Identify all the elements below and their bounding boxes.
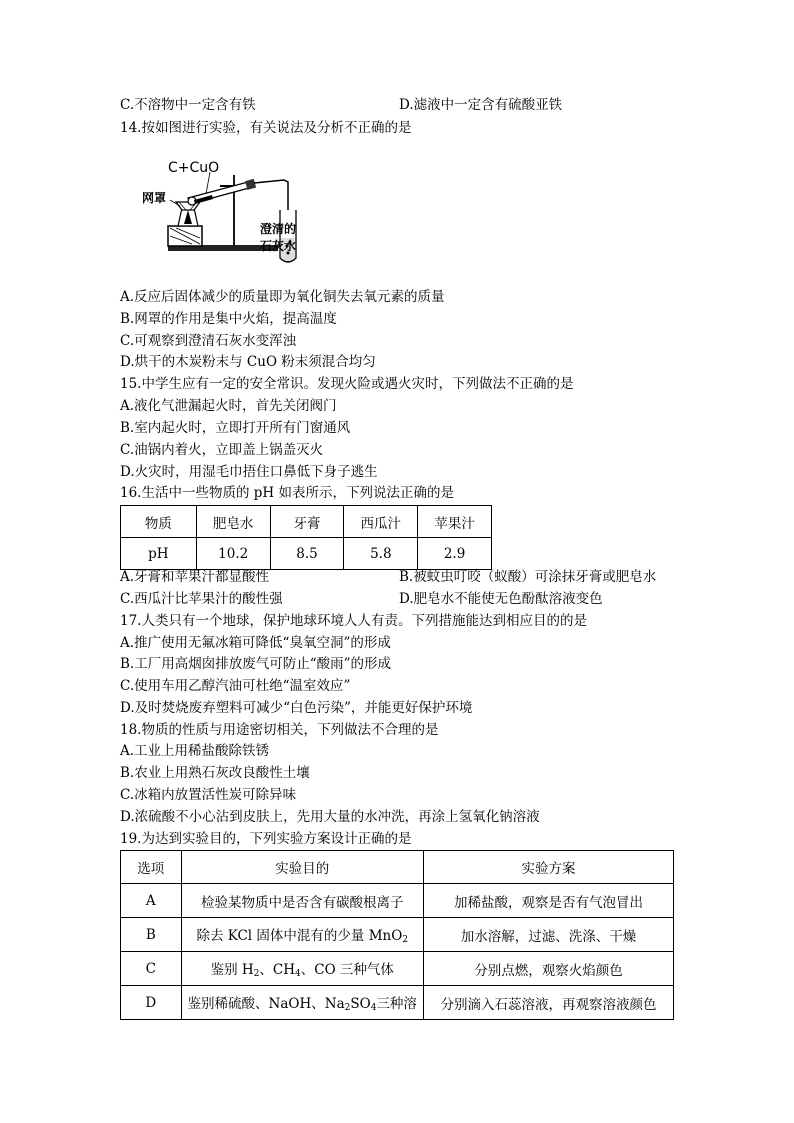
goal-text: 、CH [259,962,295,978]
ph-value-cell: 2.9 [418,538,492,570]
q16-option-b: B.被蚊虫叮咬（蚁酸）可涂抹牙膏或肥皂水 [399,569,657,585]
option-cell: B [121,918,182,952]
option-cell: A [121,884,182,918]
option-cell: C [121,952,182,986]
q14-stem: 14.按如图进行实验，有关说法及分析不正确的是 [120,120,412,136]
option-cell: D [121,986,182,1020]
apparatus-figure [142,150,318,270]
plan-cell: 分别滴入石蕊溶液，再观察溶液颜色 [423,986,673,1020]
goal-cell [181,952,423,986]
q15-option-c: C.油锅内着火，立即盖上锅盖灭火 [120,442,324,458]
plan-cell: 加水溶解，过滤、洗涤、干燥 [423,918,673,952]
q18-option-d: D.浓硫酸不小心沾到皮肤上，先用大量的水冲洗，再涂上氢氧化钠溶液 [120,809,540,825]
ph-header-cell: 西瓜汁 [344,506,418,538]
q15-option-b: B.室内起火时，立即打开所有门窗通风 [120,420,351,436]
q18-option-b: B.农业上用熟石灰改良酸性土壤 [120,765,310,781]
goal-cell: 检验某物质中是否含有碳酸根离子 [181,884,423,918]
ph-value-cell: 5.8 [344,538,418,570]
goal-text: SO [350,996,371,1012]
experiment-header-row [121,851,674,884]
ph-header-cell: 牙膏 [270,506,344,538]
q15-option-d: D.火灾时，用湿毛巾捂住口鼻低下身子逃生 [120,464,378,480]
subscript: 4 [295,969,301,979]
q18-stem: 18.物质的性质与用途密切相关，下列做法不合理的是 [120,722,439,738]
q16-option-d: D.肥皂水不能使无色酚酞溶液变色 [399,591,603,607]
experiment-row-c [121,952,674,986]
q13-option-d: D.滤液中一定含有硫酸亚铁 [399,97,563,113]
goal-text: 三种溶 [376,996,417,1012]
goal-text: 鉴别 H [210,962,254,978]
experiment-header-cell: 选项 [121,851,182,884]
label-reagent: C+CuO [168,160,220,176]
q14-option-a: A.反应后固体减少的质量即为氧化铜失去氧元素的质量 [120,289,445,305]
q15-stem: 15.中学生应有一定的安全常识。发现火险或遇火灾时，下列做法不正确的是 [120,376,574,392]
subscript: 2 [344,1003,351,1013]
q17-stem: 17.人类只有一个地球，保护地球环境人人有责。下列措施能达到相应目的的是 [120,613,587,629]
goal-cell [181,918,423,952]
ph-header-cell: 肥皂水 [196,506,270,538]
experiment-table [120,850,674,1020]
q14-option-c: C.可观察到澄清石灰水变浑浊 [120,333,297,349]
q18-option-a: A.工业上用稀盐酸除铁锈 [120,743,270,759]
goal-cell [181,986,423,1020]
q17-option-b: B.工厂用高烟囱排放废气可防止“酸雨”的形成 [120,656,392,672]
q19-stem: 19.为达到实验目的，下列实验方案设计正确的是 [120,831,412,847]
experiment-row-d [121,986,674,1020]
ph-value-cell: pH [121,538,197,570]
ph-table [120,505,492,570]
experiment-row-b [121,918,674,952]
q14-option-b: B.网罩的作用是集中火焰，提高温度 [120,311,337,327]
q17-option-a: A.推广使用无氟冰箱可降低“臭氧空洞”的形成 [120,635,391,651]
experiment-header-cell: 实验目的 [181,851,423,884]
q16-option-a: A.牙膏和苹果汁都显酸性 [120,569,270,585]
ph-value-cell: 10.2 [196,538,270,570]
experiment-header-cell: 实验方案 [423,851,673,884]
q17-option-c: C.使用车用乙醇汽油可杜绝“温室效应” [120,678,351,694]
subscript: 2 [253,969,260,979]
ph-table-value-row [121,538,492,570]
q15-option-a: A.液化气泄漏起火时，首先关闭阀门 [120,398,337,414]
goal-text: 鉴别稀硫酸、NaOH、Na [187,996,345,1012]
ph-value-cell: 8.5 [270,538,344,570]
plan-cell: 分别点燃，观察火焰颜色 [423,952,673,986]
experiment-row-a [121,884,674,918]
plan-cell: 加稀盐酸，观察是否有气泡冒出 [423,884,673,918]
label-limewater-2: 石灰水 [260,239,297,253]
q14-option-d: D.烘干的木炭粉末与 CuO 粉末须混合均匀 [120,354,376,370]
q13-option-c: C.不溶物中一定含有铁 [120,97,256,113]
ph-header-cell: 苹果汁 [418,506,492,538]
subscript: 4 [370,1003,377,1013]
ph-header-cell: 物质 [121,506,197,538]
q16-stem: 16.生活中一些物质的 pH 如表所示，下列说法正确的是 [120,485,454,501]
label-net-cover: 网罩 [142,191,167,205]
goal-text: 除去 KCl 固体中混有的少量 MnO [196,928,403,944]
q17-option-d: D.及时焚烧废弃塑料可减少“白色污染”，并能更好保护环境 [120,700,473,716]
q18-option-c: C.冰箱内放置活性炭可除异味 [120,787,297,803]
q16-option-c: C.西瓜汁比苹果汁的酸性强 [120,591,283,607]
goal-text: 、CO 三种气体 [300,962,394,978]
label-limewater-1: 澄清的 [260,222,297,236]
subscript: 2 [402,935,409,945]
ph-table-header-row [121,506,492,538]
